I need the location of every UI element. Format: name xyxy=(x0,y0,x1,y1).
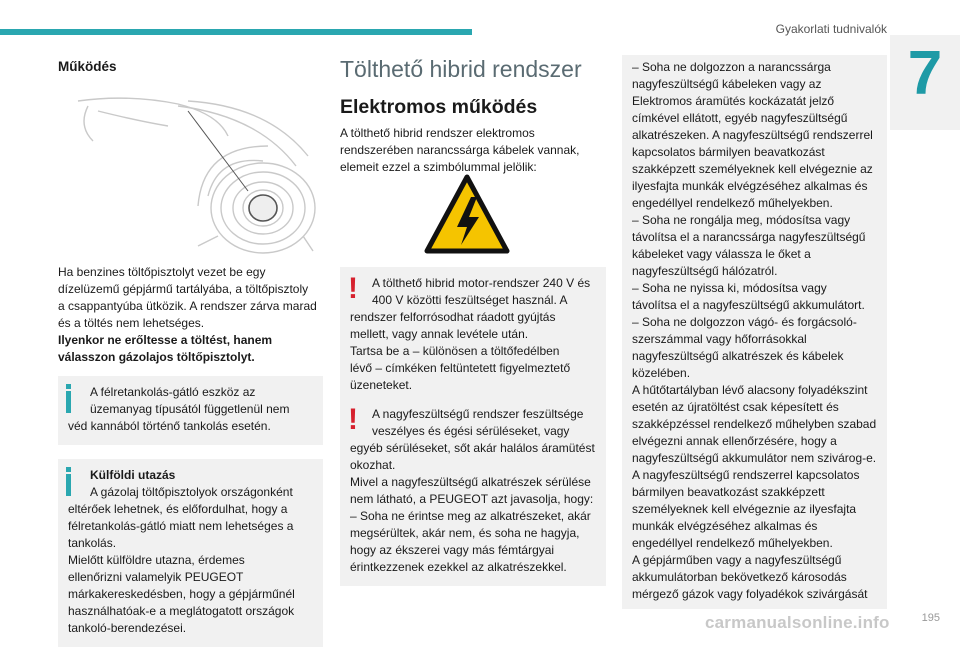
text-line: Ha benzines töltőpisztolyt vezet be egy xyxy=(58,265,266,279)
header-accent-bar xyxy=(0,29,472,35)
note-line: egyéb sérüléseket, sőt akár halálos áramütést xyxy=(350,441,595,455)
text-line: távolítsa el a nagyfeszültségű akkumulátort. xyxy=(632,298,865,312)
note-line: rendszer felforrósodhat ráadott gyújtás xyxy=(350,310,556,324)
text-line: nagyfeszültségű akkumulátor nem szivárog-e. xyxy=(632,451,877,465)
text-line: – Soha ne dolgozzon a narancssárga xyxy=(632,60,831,74)
note-line: üzeneteket. xyxy=(350,378,413,392)
text-line: közelében. xyxy=(632,366,691,380)
note-line: ellenőrizni valamelyik PEUGEOT xyxy=(68,570,244,584)
note-line: mellett, vagy annak levétele után. xyxy=(350,327,529,341)
column-right xyxy=(622,55,887,609)
high-voltage-icon xyxy=(423,173,511,255)
note-line: A félretankolás-gátló eszköz az xyxy=(90,385,256,399)
note-line: véd kannából történő tankolás esetén. xyxy=(68,419,271,433)
paragraph-block xyxy=(58,264,323,366)
note-line: Tartsa be a – különösen a töltőfedélben xyxy=(350,344,560,358)
note-line: lévő – címkéken feltüntetett figyelmeztető xyxy=(350,361,571,375)
info-icon xyxy=(66,467,72,496)
heading-electric-operation: Elektromos működés xyxy=(340,96,538,118)
note-line: megsérültek, akár nem, és soha ne hagyja, xyxy=(350,526,580,540)
text-line: rendszerében narancssárga kábelek vannak, xyxy=(340,143,580,157)
warning-icon: ! xyxy=(348,403,358,436)
text-line: a csappantyúba ütközik. A rendszer zárva marad xyxy=(58,299,317,313)
note-line: okozhat. xyxy=(350,458,396,472)
text-line: – Soha ne nyissa ki, módosítsa vagy xyxy=(632,281,827,295)
text-line: nagyfeszültségű alkatrészek és kábelek xyxy=(632,349,844,363)
figure-container xyxy=(58,74,323,264)
text-line: nagyfeszültségű hálózatról. xyxy=(632,264,778,278)
bold-line: válasszon gázolajos töltőpisztolyt. xyxy=(58,350,255,364)
page-number: 195 xyxy=(921,612,940,624)
text-line: elvégezni annak ellenőrzésére, hogy a xyxy=(632,434,837,448)
text-line: A hűtőtartályban lévő alacsony folyadékszint xyxy=(632,383,868,397)
text-line: A tölthető hibrid rendszer elektromos xyxy=(340,126,535,140)
fuel-filler-illustration xyxy=(68,96,318,256)
text-line: esetén az újratöltést csak képesített és xyxy=(632,400,839,414)
note-title: Külföldi utazás xyxy=(90,468,176,482)
warning-continued-box xyxy=(622,55,887,609)
note-line: félretankolás-gátló miatt nem lehetséges a xyxy=(68,519,294,533)
chapter-tab xyxy=(890,35,960,130)
bold-line: Ilyenkor ne erőltesse a töltést, hanem xyxy=(58,333,273,347)
warning-note-danger xyxy=(340,398,606,586)
note-line: tankolás. xyxy=(68,536,117,550)
text-line: szakképzett személyeknek kell elvégeznie az xyxy=(632,162,873,176)
note-line: 400 V közötti feszültséget használ. A xyxy=(372,293,568,307)
note-line: A gázolaj töltőpisztolyok országonként xyxy=(90,485,293,499)
info-note-misfuel xyxy=(58,376,323,445)
text-line: akkumulátorban bekövetkező károsodás xyxy=(632,570,847,584)
note-line: eltérőek lehetnek, és előfordulhat, hogy a xyxy=(68,502,288,516)
text-line: bármilyen beavatkozást szakképzett xyxy=(632,485,825,499)
text-line: távolítsa el a narancssárga nagyfeszültségű xyxy=(632,230,866,244)
text-line: A nagyfeszültségű rendszerrel kapcsolatos xyxy=(632,468,860,482)
text-line: nagyfeszültségű kábeleken vagy az xyxy=(632,77,822,91)
heading-plugin-hybrid: Tölthető hibrid rendszer xyxy=(340,56,582,82)
note-line: Mivel a nagyfeszültségű alkatrészek sérülése xyxy=(350,475,591,489)
note-line: – Soha ne érintse meg az alkatrészeket, akár xyxy=(350,509,591,523)
text-line: címkével ellátott, egyéb nagyfeszültségű xyxy=(632,111,848,125)
section-title: Gyakorlati tudnivalók xyxy=(775,22,887,36)
watermark: carmanualsonline.info xyxy=(705,613,890,632)
text-line: kapcsolatos bármilyen beavatkozást xyxy=(632,145,825,159)
warning-icon: ! xyxy=(348,272,358,305)
note-line: tankoló-berendezései. xyxy=(68,621,187,635)
text-line: mérgező gázok vagy folyadékok szivárgását xyxy=(632,587,868,601)
note-line: márkakereskedésben, hogy a gépjárműnél xyxy=(68,587,295,601)
text-line: engedéllyel rendelkező műhelyekben. xyxy=(632,536,833,550)
text-line: Elektromos áramütés kockázatát jelző xyxy=(632,94,835,108)
text-line: – Soha ne rongálja meg, módosítsa vagy xyxy=(632,213,851,227)
text-line: – Soha ne dolgozzon vágó- és forgácsoló- xyxy=(632,315,857,329)
note-line: Mielőtt külföldre utazna, érdemes xyxy=(68,553,245,567)
column-middle xyxy=(340,55,606,574)
column-left xyxy=(58,55,323,647)
text-line: személyeknek kell elvégeznie az ilyesfajta xyxy=(632,502,857,516)
note-line: A nagyfeszültségű rendszer feszültsége xyxy=(372,407,584,421)
heading-mukodes: Működés xyxy=(58,59,117,74)
intro-block xyxy=(340,125,606,176)
text-line: munkák elvégzéséhez alkalmas és xyxy=(632,519,818,533)
text-line: A gépjárműben vagy a nagyfeszültségű xyxy=(632,553,842,567)
note-line: A tölthető hibrid motor-rendszer 240 V és xyxy=(372,276,591,290)
text-line: alkatrészeken. A nagyfeszültségű rendszerrel xyxy=(632,128,873,142)
warning-note-voltage xyxy=(340,267,606,404)
text-line: ilyesfajta munkák elvégzéséhez alkalmas és xyxy=(632,179,868,193)
note-line: érintkezzenek ezekkel az alkatrészekkel. xyxy=(350,560,567,574)
info-note-abroad xyxy=(58,459,323,647)
info-icon xyxy=(66,384,72,413)
text-line: dízelüzemű gépjármű tartályába, a töltőpisztoly xyxy=(58,282,309,296)
note-line: üzemanyag típusától függetlenül nem xyxy=(90,402,290,416)
text-line: és a töltés nem lehetséges. xyxy=(58,316,205,330)
note-line: hogy az ékszerei vagy más fémtárgyai xyxy=(350,543,555,557)
note-line: veszélyes és égési sérüléseket, vagy xyxy=(372,424,570,438)
note-line: nem látható, a PEUGEOT azt javasolja, hogy: xyxy=(350,492,594,506)
text-line: kábeleket vagy válassza le őket a xyxy=(632,247,811,261)
text-line: szerszámmal vagy hőforrásokkal xyxy=(632,332,807,346)
text-line: elemeit ezzel a szimbólummal jelölik: xyxy=(340,160,537,174)
text-line: engedéllyel rendelkező műhelyekben. xyxy=(632,196,833,210)
note-line: használhatóak-e a meglátogatott országok xyxy=(68,604,295,618)
chapter-number: 7 xyxy=(907,39,943,108)
text-line: szakképzéssel rendelkező műhelyben szabad xyxy=(632,417,877,431)
